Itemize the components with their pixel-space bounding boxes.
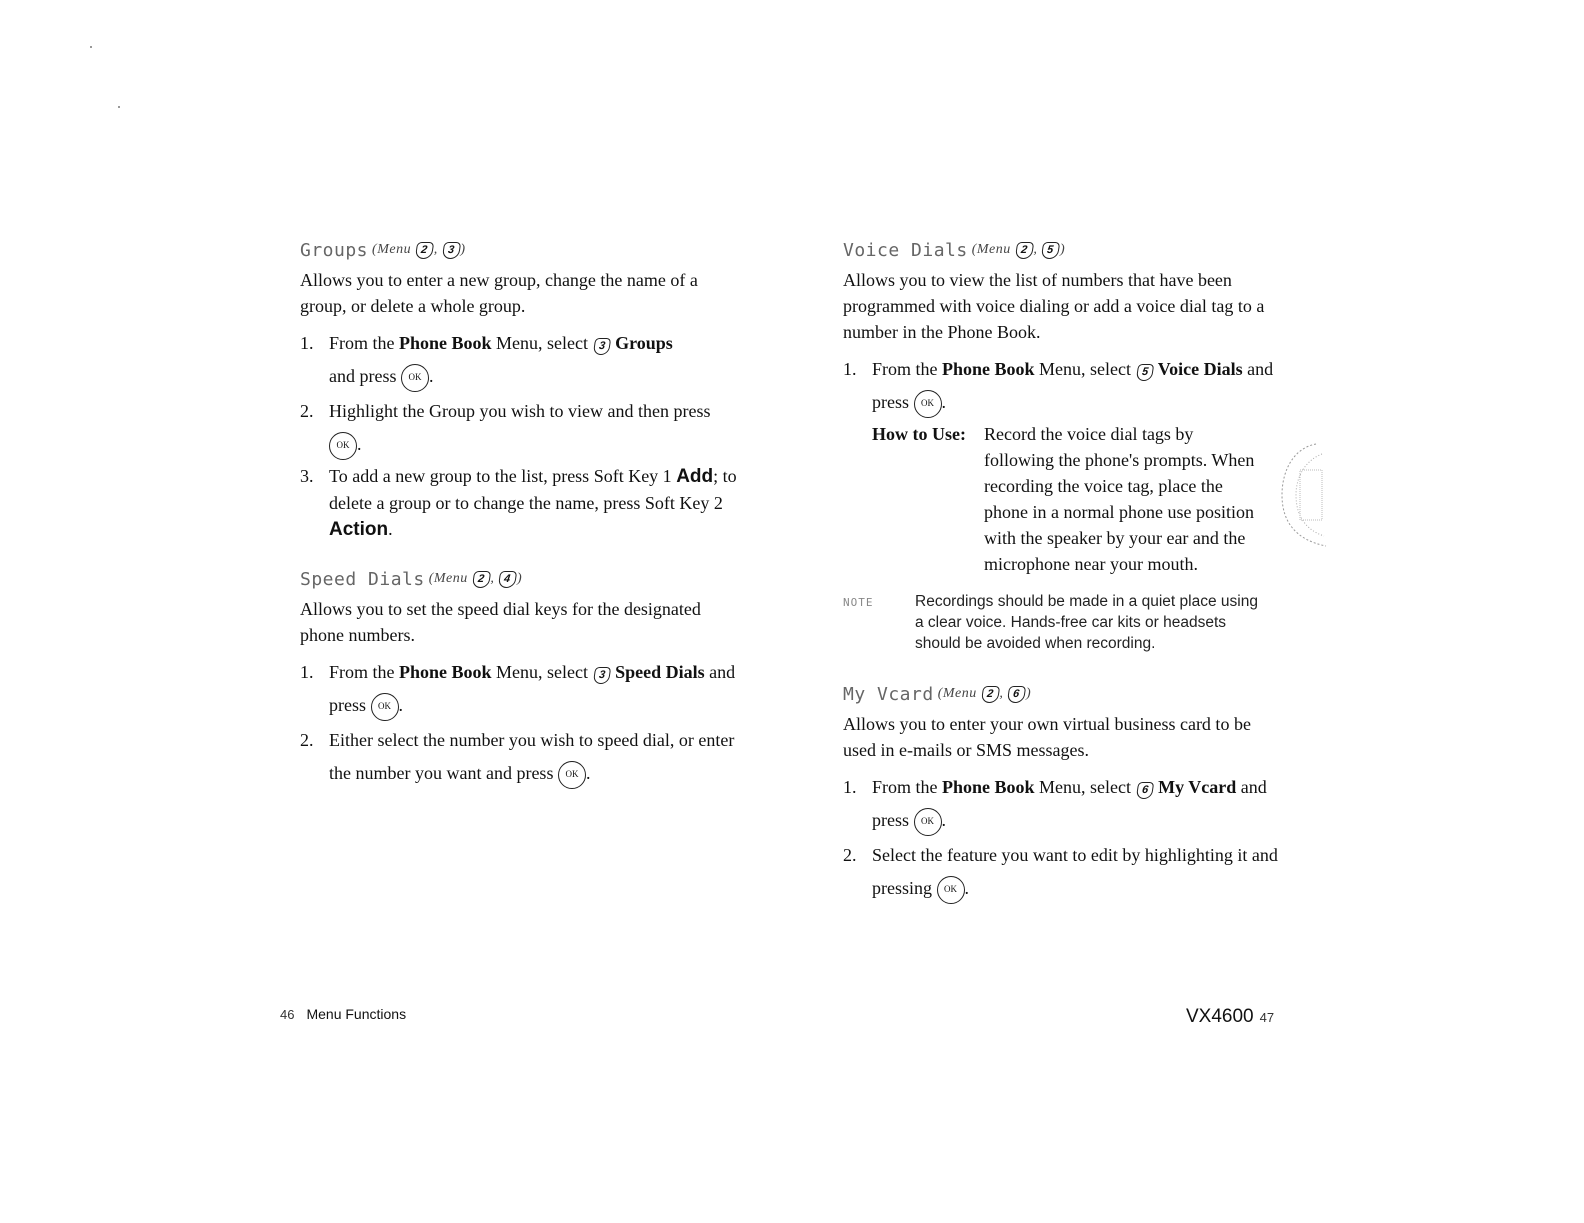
page-number-left: 46 [280,1007,295,1022]
speed-dials-step-1: 1. From the Phone Book Menu, select 3 Speed Dials and press OK . [300,656,740,722]
speed-dials-heading [300,569,740,590]
key-5-icon: 5 [1041,242,1060,259]
my-vcard-description: Allows you to enter your own virtual business card to be used in e-mails or SMS messages. [843,714,1251,760]
note-text: Recordings should be made in a quiet place using a clear voice. Hands-free car kits or headsets should be avoided when recording. [915,593,1258,652]
my-vcard-title: My Vcard [843,684,934,705]
scan-speck [90,46,92,48]
key-5-icon: 5 [1135,364,1154,381]
footer-left [280,1006,406,1022]
groups-heading [300,240,740,261]
my-vcard-step-1: 1. From the Phone Book Menu, select 6 My Vcard and press OK . [843,771,1283,837]
speed-dials-title: Speed Dials [300,569,425,590]
my-vcard-heading [843,684,1283,705]
how-to-use-label: How to Use: [872,424,966,444]
footer-right [1186,1006,1274,1028]
my-vcard-steps [843,771,1283,905]
footer-model-label: VX4600 [1186,1006,1254,1027]
page-number-right: 47 [1259,1010,1275,1025]
groups-step-3: 3. To add a new group to the list, press Soft Key 1 Add; to delete a group or to change the name, press Soft Key 2 Action. [300,466,737,540]
scan-speck [118,106,120,108]
key-2-icon: 2 [1015,242,1034,259]
ok-button-icon: OK [914,808,942,836]
groups-section [300,240,740,543]
ok-button-icon: OK [558,761,586,789]
ok-button-icon: OK [401,364,429,392]
groups-title: Groups [300,240,369,261]
key-2-icon: 2 [415,242,434,259]
ok-button-icon: OK [914,390,942,418]
my-vcard-step-2: 2. Select the feature you want to edit by highlighting it and pressing OK . [843,839,1283,905]
groups-menu-path: (Menu 2 , 3 ) [372,242,466,257]
voice-dials-section [843,240,1283,577]
speed-dials-description: Allows you to set the speed dial keys for the designated phone numbers. [300,599,701,645]
key-3-icon: 3 [592,338,611,355]
note-label: NOTE [843,596,874,609]
groups-step-1: 1. From the Phone Book Menu, select 3 Groups and press OK . [300,327,740,393]
footer-section-label: Menu Functions [306,1006,407,1022]
speed-dials-steps [300,656,740,790]
voice-dials-step-1: 1. From the Phone Book Menu, select 5 Voice Dials and press OK . [843,353,1283,419]
speed-dials-section [300,569,740,790]
key-2-icon: 2 [981,686,1000,703]
voice-dials-steps [843,353,1283,419]
ok-button-icon: OK [937,876,965,904]
groups-step-2: 2. Highlight the Group you wish to view and then press OK . [300,395,740,461]
voice-dials-heading [843,240,1283,261]
voice-dials-menu-path: (Menu 2 , 5 ) [971,242,1066,257]
key-3-icon: 3 [592,667,611,684]
how-to-use [843,421,1283,577]
key-6-icon: 6 [1135,782,1154,799]
phone-speaker-illustration [1276,440,1328,550]
my-vcard-section [843,684,1283,905]
note-box [843,591,1283,654]
speed-dials-menu-path: (Menu 2 , 4 ) [428,571,523,586]
key-2-icon: 2 [472,571,491,588]
voice-dials-description: Allows you to view the list of numbers that have been programmed with voice dialing or add a voice dial tag to a number in the Phone Book. [843,270,1265,342]
key-6-icon: 6 [1007,686,1026,703]
ok-button-icon: OK [329,432,357,460]
how-to-use-text: Record the voice dial tags by following the phone's prompts. When recording the voice tag, place the phone in a normal phone use position with the speaker by your ear and the microphone near your mouth. [984,424,1255,574]
groups-steps [300,327,740,543]
key-3-icon: 3 [442,242,461,259]
my-vcard-menu-path: (Menu 2 , 6 ) [937,686,1032,701]
groups-description: Allows you to enter a new group, change the name of a group, or delete a whole group. [300,270,698,316]
speed-dials-step-2: 2. Either select the number you wish to speed dial, or enter the number you want and press OK . [300,724,740,790]
key-4-icon: 4 [498,571,517,588]
ok-button-icon: OK [371,693,399,721]
voice-dials-title: Voice Dials [843,240,968,261]
right-column [843,240,1283,931]
left-column [300,240,740,816]
